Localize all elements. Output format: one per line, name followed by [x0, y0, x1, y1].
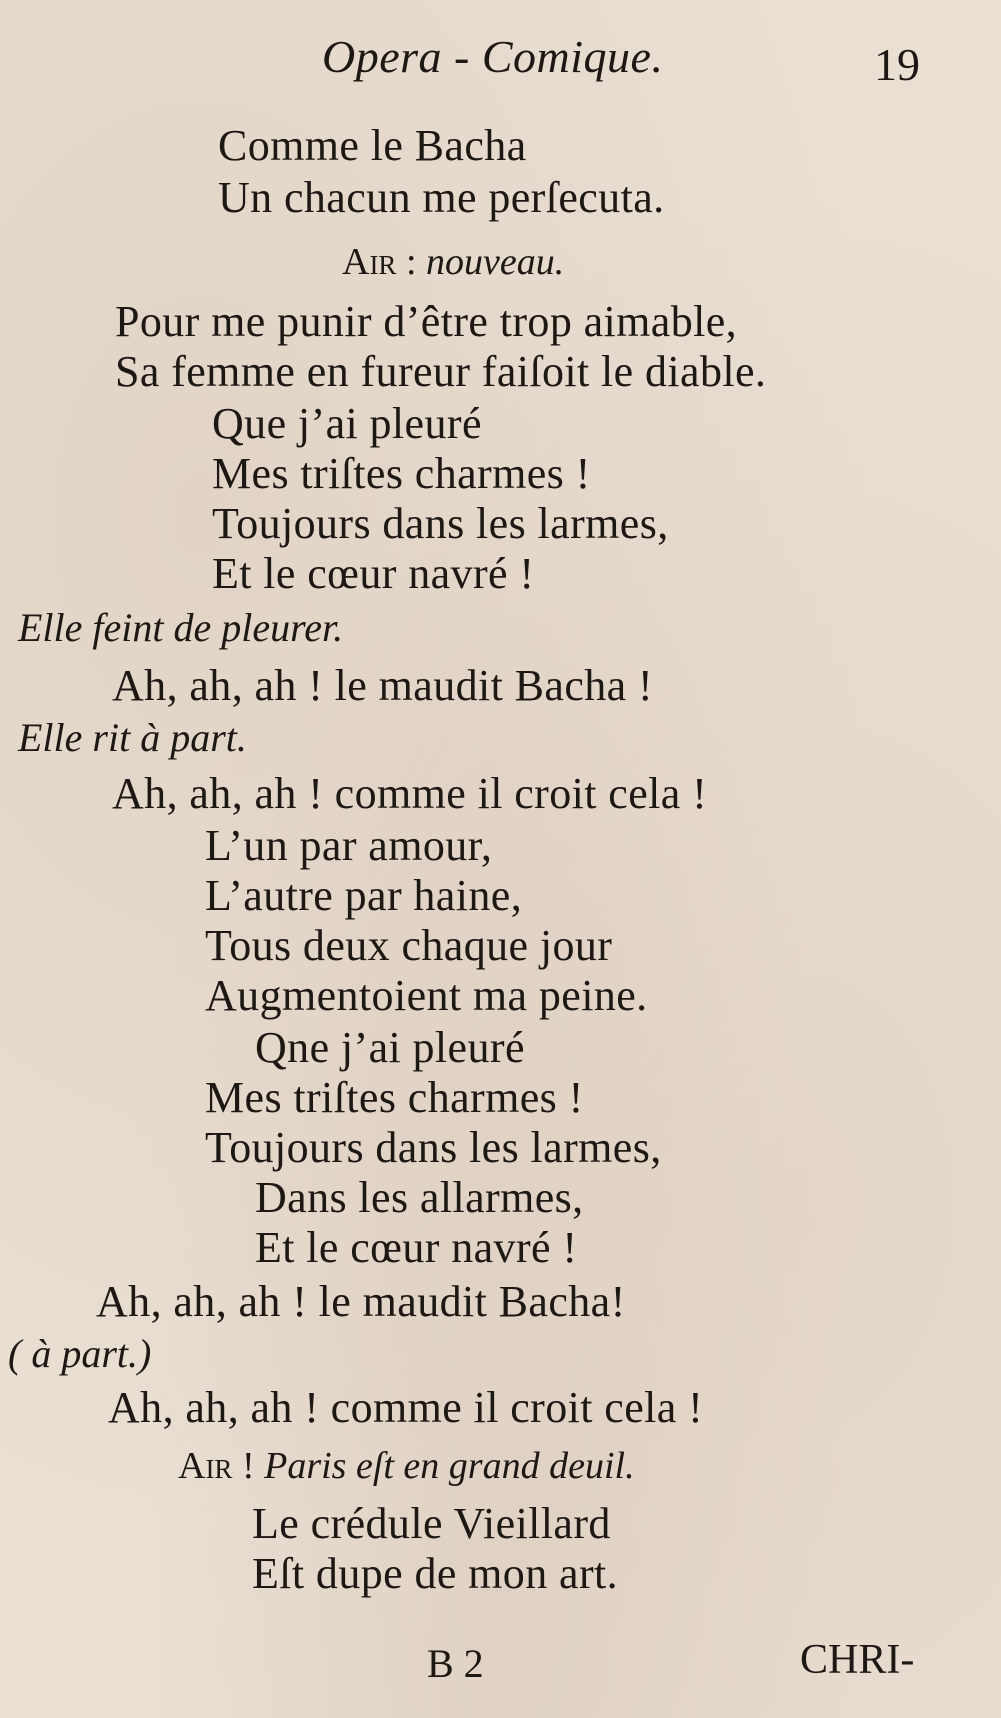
verse-line: Toujours dans les larmes, [212, 499, 669, 548]
verse-line: Qne j’ai pleuré [255, 1023, 525, 1072]
page-number: 19 [874, 39, 920, 90]
running-head-title: Opera - Comique. [322, 31, 664, 82]
verse-line: Eſt dupe de mon art. [252, 1549, 619, 1598]
stage-direction: Elle feint de pleurer. [18, 605, 344, 650]
air-label: Air [342, 241, 397, 283]
catchword: CHRI- [800, 1637, 915, 1683]
verse-line: L’autre par haine, [205, 871, 523, 920]
air-heading [342, 240, 564, 284]
air-separator: : [396, 241, 427, 283]
verse-line: Le crédule Vieillard [252, 1499, 611, 1548]
verse-line: Pour me punir d’être trop aimable, [115, 297, 738, 346]
verse-line: L’un par amour, [205, 821, 493, 870]
verse-line: Augmentoient ma peine. [205, 971, 648, 1020]
verse-line: Mes triſtes charmes ! [212, 449, 591, 498]
verse-line: Ah, ah, ah ! comme il croit cela ! [108, 1383, 704, 1432]
air-heading [178, 1444, 635, 1488]
verse-line: Tous deux chaque jour [205, 921, 613, 970]
verse-line: Ah, ah, ah ! le maudit Bacha ! [112, 661, 654, 710]
air-separator: ! [232, 1445, 265, 1487]
verse-line: Sa femme en fureur faiſoit le diable. [115, 347, 767, 396]
verse-line: Ah, ah, ah ! le maudit Bacha! [96, 1277, 626, 1326]
stage-direction: ( à part.) [8, 1331, 152, 1376]
verse-line: Dans les allarmes, [255, 1173, 584, 1222]
stage-direction: Elle rit à part. [18, 715, 247, 760]
verse-line: Et le cœur navré ! [255, 1223, 578, 1272]
air-label: Air [178, 1445, 233, 1487]
verse-line: Toujours dans les larmes, [205, 1123, 662, 1172]
air-tune: Paris eſt en grand deuil. [264, 1445, 635, 1487]
air-tune: nouveau. [426, 241, 565, 283]
verse-line: Ah, ah, ah ! comme il croit cela ! [112, 769, 708, 818]
signature-mark: B 2 [427, 1641, 484, 1686]
verse-line: Comme le Bacha [218, 121, 527, 170]
verse-line: Et le cœur navré ! [212, 549, 535, 598]
verse-line: Mes triſtes charmes ! [205, 1073, 584, 1122]
verse-line: Un chacun me perſecuta. [218, 173, 665, 222]
verse-line: Que j’ai pleuré [212, 399, 482, 448]
